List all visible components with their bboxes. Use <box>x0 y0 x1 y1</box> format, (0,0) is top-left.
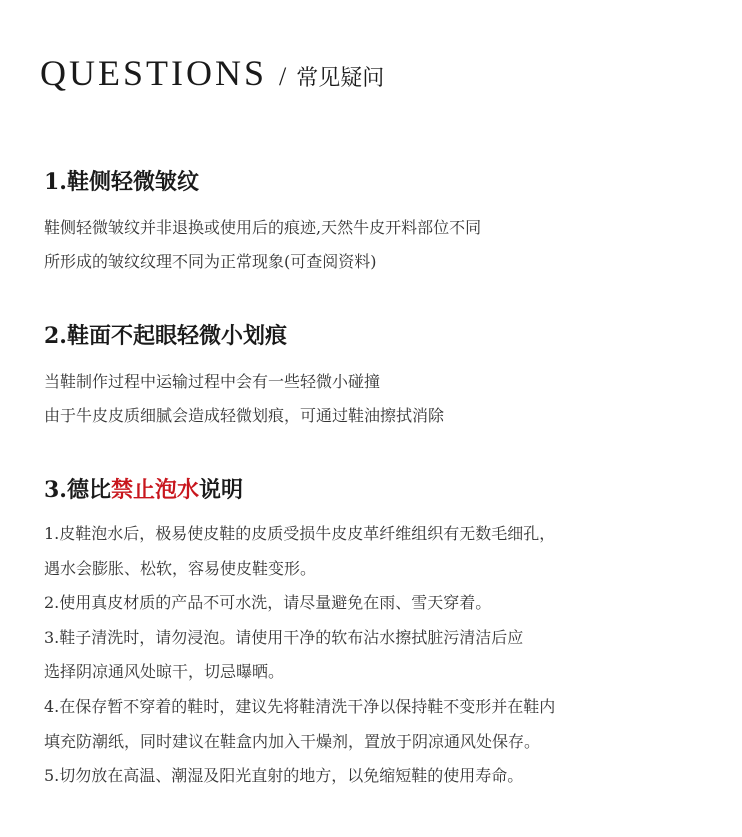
body-line: 遇水会膨胀、松软，容易使皮鞋变形。 <box>44 558 317 578</box>
body-line: 鞋侧轻微皱纹并非退换或使用后的痕迹,天然牛皮开料部位不同 <box>44 218 482 237</box>
page-header <box>40 52 384 94</box>
section-body <box>44 517 704 794</box>
section-title-prefix: 3.德比 <box>44 477 111 503</box>
body-line: 5.切勿放在高温、潮湿及阳光直射的地方，以免缩短鞋的使用寿命。 <box>44 766 524 786</box>
section-title-accent: 禁止泡水 <box>110 477 199 503</box>
body-line: 当鞋制作过程中运输过程中会有一些轻微小碰撞 <box>44 372 381 391</box>
faq-section-scratches <box>44 321 704 433</box>
body-line: 所形成的皱纹纹理不同为正常现象(可查阅资料) <box>44 252 377 271</box>
section-body <box>44 365 704 433</box>
header-title-cn: 常见疑问 <box>296 66 385 91</box>
body-line: 由于牛皮皮质细腻会造成轻微划痕，可通过鞋油擦拭消除 <box>44 406 445 425</box>
header-separator: / <box>279 62 287 91</box>
section-title-suffix: 说明 <box>198 477 243 503</box>
body-line: 3.鞋子清洗时，请勿浸泡。请使用干净的软布沾水擦拭脏污清洁后应 <box>44 627 524 647</box>
header-title-en: QUESTIONS <box>40 53 268 93</box>
section-title <box>44 475 704 505</box>
body-line: 选择阴凉通风处晾干，切忌曝晒。 <box>44 662 285 682</box>
body-line: 4.在保存暂不穿着的鞋时，建议先将鞋清洗干净以保持鞋不变形并在鞋内 <box>44 696 556 716</box>
section-title: 1.鞋侧轻微皱纹 <box>44 169 199 195</box>
body-line: 填充防潮纸，同时建议在鞋盒内加入干燥剂，置放于阴凉通风处保存。 <box>44 731 541 751</box>
faq-section-no-soaking <box>44 475 704 794</box>
body-line: 2.使用真皮材质的产品不可水洗，请尽量避免在雨、雪天穿着。 <box>44 593 492 613</box>
body-line: 1.皮鞋泡水后，极易使皮鞋的皮质受损牛皮皮革纤维组织有无数毛细孔， <box>44 524 556 543</box>
section-title: 2.鞋面不起眼轻微小划痕 <box>44 323 287 349</box>
section-body <box>44 211 704 279</box>
faq-section-wrinkles <box>44 167 704 279</box>
